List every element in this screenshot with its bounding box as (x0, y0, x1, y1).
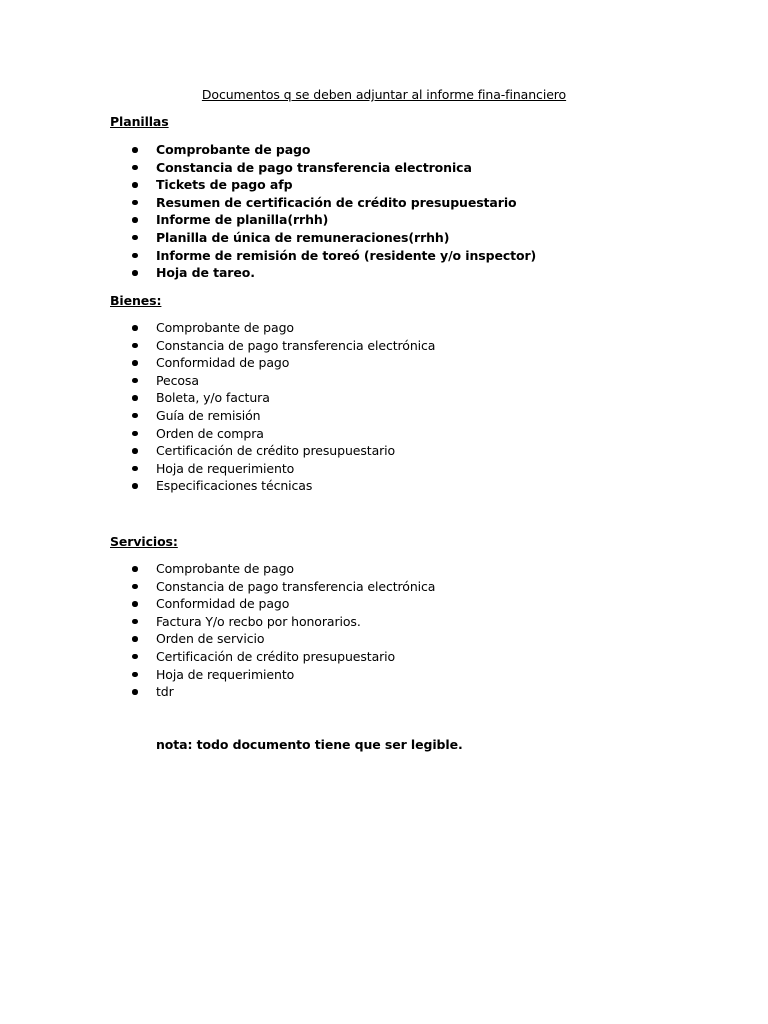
bullet-icon (132, 147, 138, 153)
bullet-icon (132, 584, 138, 590)
bullet-icon (132, 165, 138, 171)
list-item-text: Planilla de única de remuneraciones(rrhh) (156, 229, 450, 245)
list-item-text: Especificaciones técnicas (156, 478, 313, 494)
bullet-icon (132, 636, 138, 642)
bullet-icon (132, 395, 138, 401)
bullet-icon (132, 182, 138, 188)
list-item-text: tdr (156, 684, 174, 700)
list-item-text: Comprobante de pago (156, 561, 294, 576)
list-item-text: Orden de compra (156, 425, 264, 441)
list-item-text: Informe de remisión de toreó (residente y/o inspector) (156, 247, 537, 263)
bullet-icon (132, 360, 138, 366)
list-item-text: Hoja de requerimiento (156, 666, 295, 682)
list-item-text: Informe de planilla(rrhh) (156, 212, 329, 228)
list-item-text: Orden de servicio (156, 631, 265, 647)
list-item-text: Conformidad de pago (156, 596, 290, 612)
bullet-icon (132, 466, 138, 472)
list-item-text: Guía de remisión (156, 407, 261, 423)
document-note: nota: todo documento tiene que ser legible. (156, 737, 463, 752)
bullet-icon (132, 601, 138, 607)
section-heading-planillas: Planillas (110, 114, 169, 129)
bullet-icon (132, 413, 138, 419)
list-item-text: Boleta, y/o factura (156, 390, 270, 406)
list-item-text: Tickets de pago afp (156, 177, 293, 193)
list-item-text: Factura Y/o recbo por honorarios. (156, 613, 361, 629)
list-item-text: Hoja de requerimiento (156, 460, 295, 476)
list-item-text: Comprobante de pago (156, 320, 294, 335)
list-item-text: Conformidad de pago (156, 355, 290, 371)
list-item-text: Certificación de crédito presupuestario (156, 648, 396, 664)
bullet-icon (132, 253, 138, 259)
section-heading-servicios: Servicios: (110, 534, 178, 549)
bullet-icon (132, 378, 138, 384)
bullet-icon (132, 325, 138, 331)
bullet-icon (132, 217, 138, 223)
bullet-icon (132, 689, 138, 695)
section-heading-bienes: Bienes: (110, 293, 162, 308)
bullet-icon (132, 619, 138, 625)
bullet-icon (132, 343, 138, 349)
list-item-text: Resumen de certificación de crédito presupuestario (156, 194, 517, 210)
bullet-icon (132, 483, 138, 489)
bullet-icon (132, 672, 138, 678)
list-item-text: Comprobante de pago (156, 142, 311, 157)
bullet-icon (132, 654, 138, 660)
list-item-text: Constancia de pago transferencia electrónica (156, 578, 436, 594)
bullet-icon (132, 200, 138, 206)
document-title: Documentos q se deben adjuntar al informe fina-financiero (201, 87, 567, 102)
list-item-text: Hoja de tareo. (156, 265, 255, 281)
list-item-text: Certificación de crédito presupuestario (156, 443, 396, 459)
bullet-icon (132, 235, 138, 241)
list-item-text: Constancia de pago transferencia electronica (156, 159, 472, 175)
bullet-icon (132, 566, 138, 572)
bullet-icon (132, 270, 138, 276)
bullet-icon (132, 448, 138, 454)
list-item-text: Pecosa (156, 372, 199, 388)
bullet-icon (132, 431, 138, 437)
list-item-text: Constancia de pago transferencia electrónica (156, 337, 436, 353)
